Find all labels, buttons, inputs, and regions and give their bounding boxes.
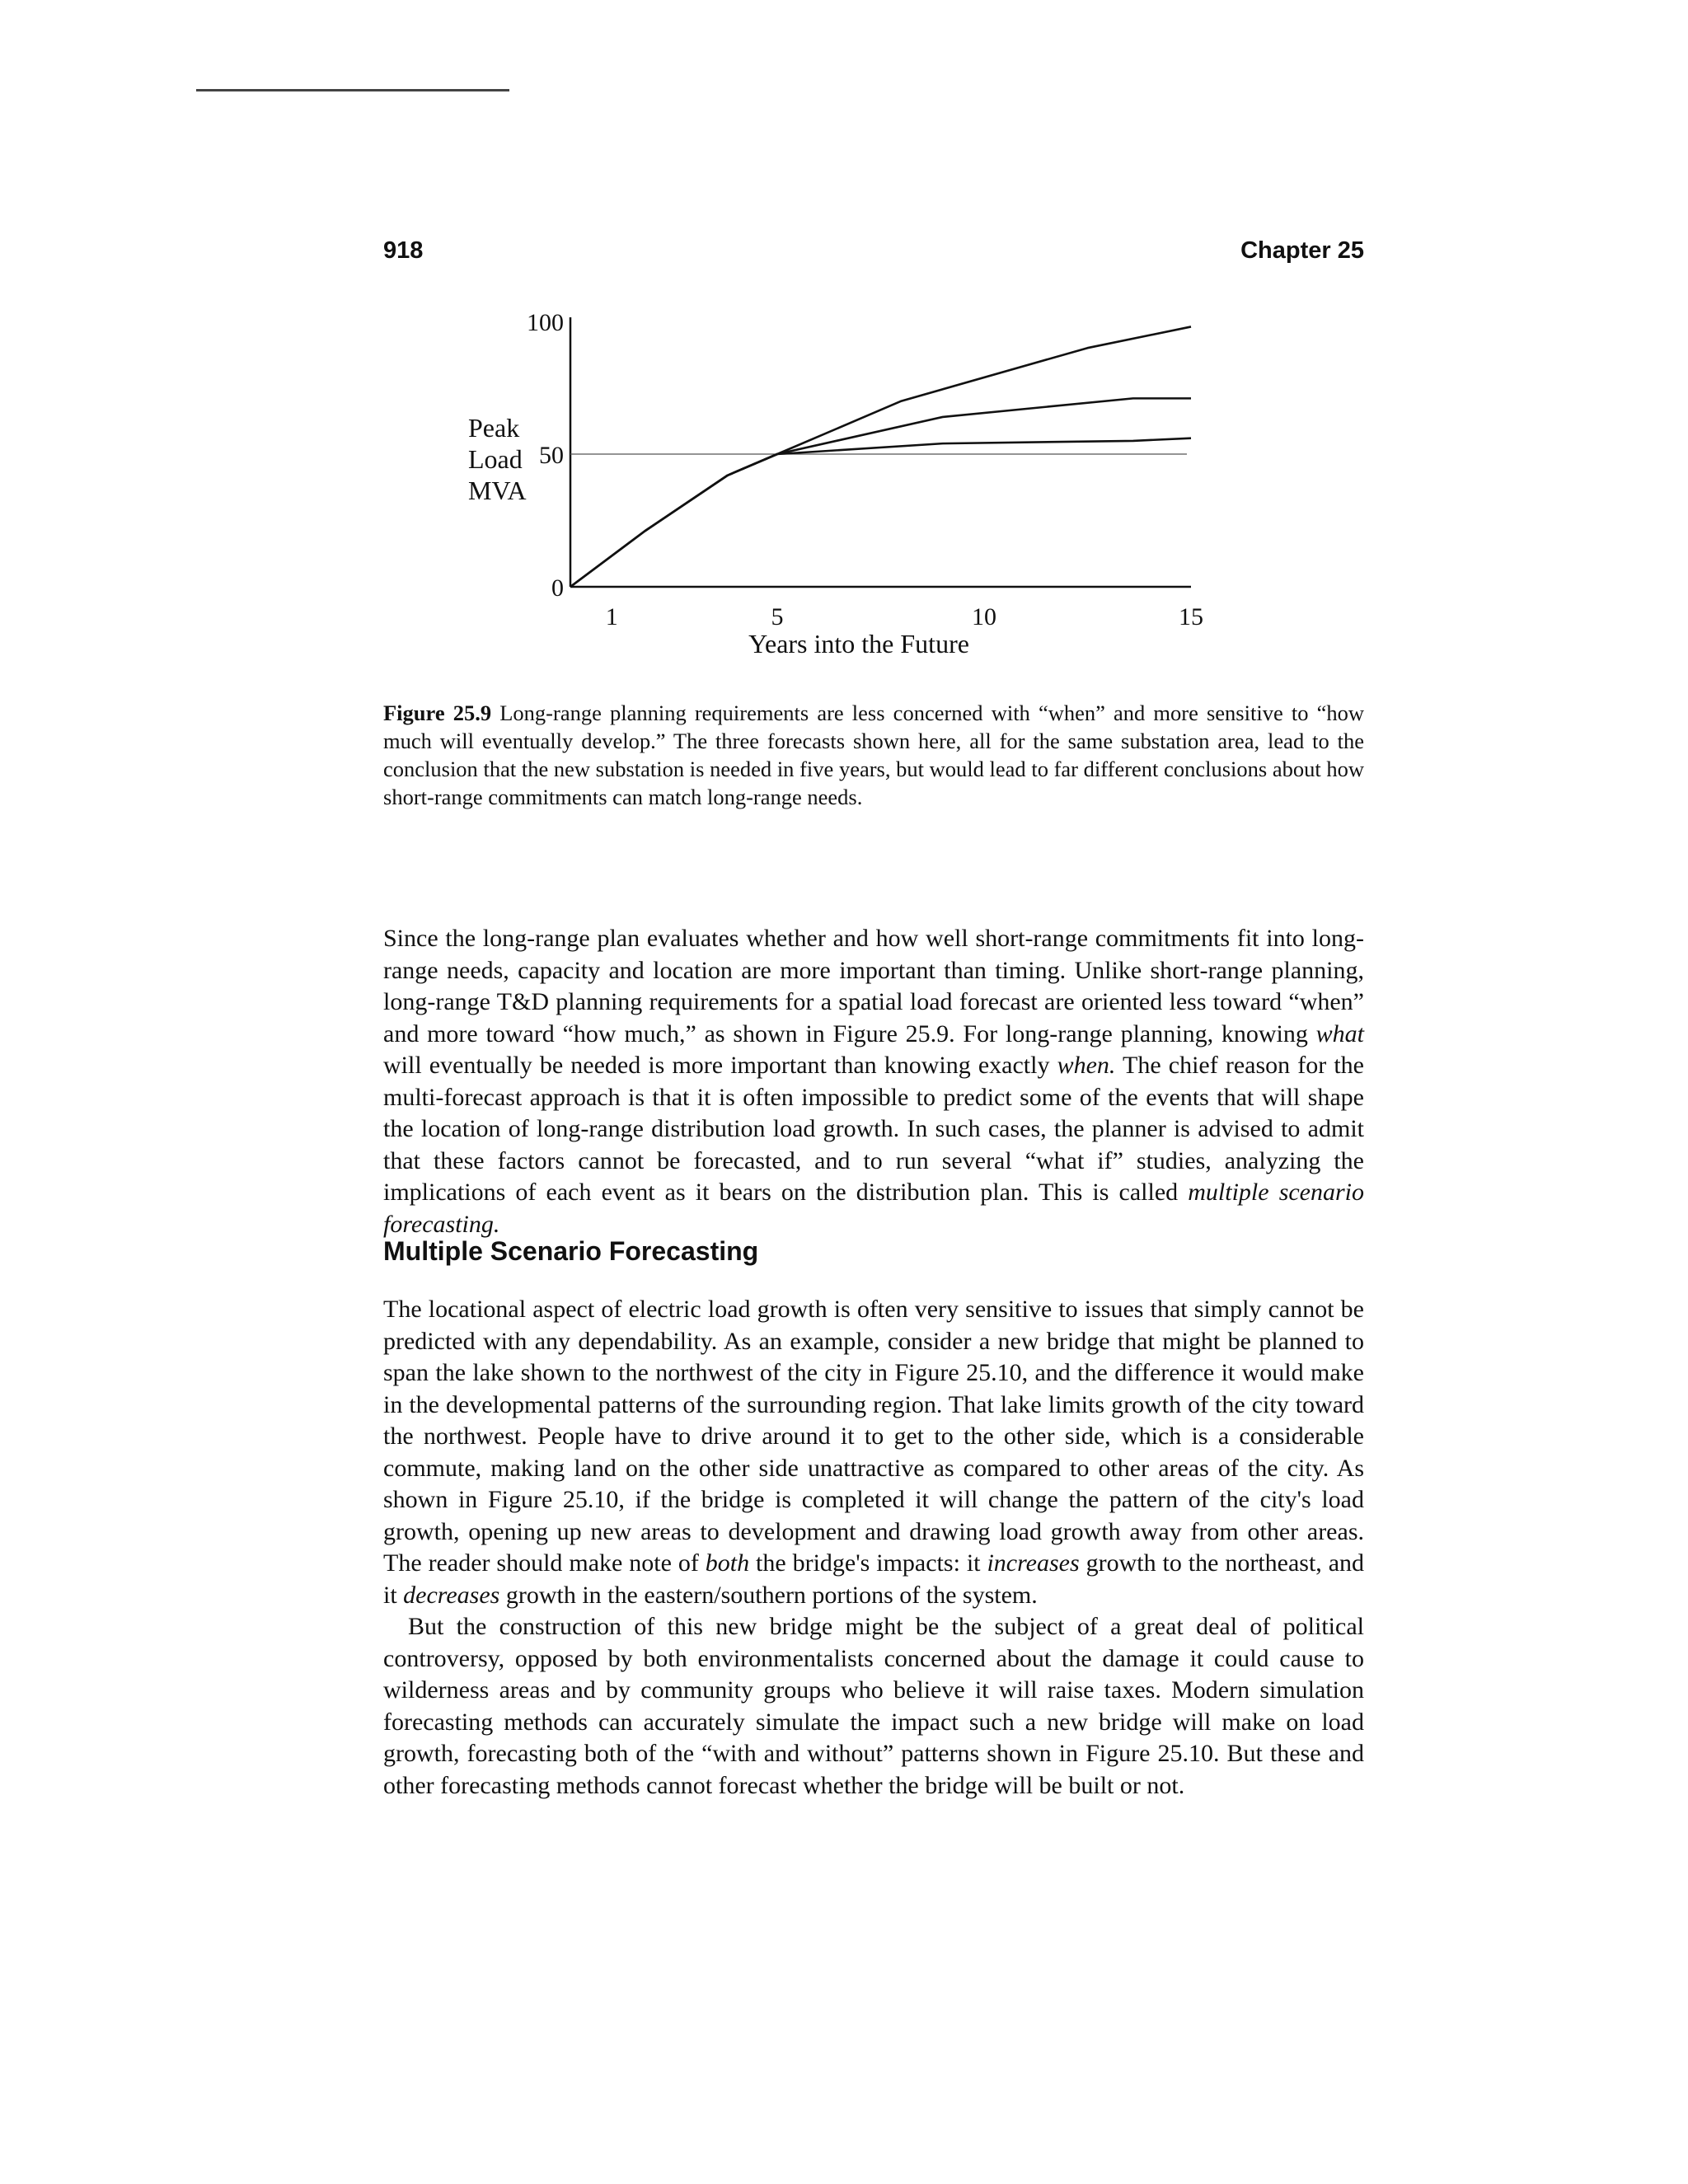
- paragraph-text: growth to the northeast, and it: [383, 1549, 1365, 1609]
- y-axis-label: [468, 413, 527, 505]
- y-tick-label: 100: [527, 309, 564, 336]
- emphasis-text: what: [1315, 1019, 1364, 1047]
- figure-caption-shown-text: [383, 699, 1364, 811]
- body-paragraph-1: [383, 923, 1364, 1240]
- y-label-line: Load: [468, 444, 523, 474]
- chapter-title: Chapter 25: [1240, 237, 1364, 264]
- x-tick-label: 1: [605, 603, 618, 630]
- forecast-line: [570, 438, 1191, 587]
- y-tick-labels: [527, 309, 564, 602]
- page-number: 918: [383, 237, 424, 264]
- paragraph-text: growth in the eastern/southern portions of the system.: [505, 1581, 1038, 1609]
- forecast-line: [570, 326, 1191, 587]
- emphasis-text: when.: [1057, 1052, 1116, 1079]
- emphasis-text: decreases: [403, 1581, 500, 1609]
- emphasis-text: multiple scenario forecasting.: [383, 1179, 1365, 1238]
- x-tick-label: 15: [1179, 603, 1203, 630]
- load-forecast-chart: [0, 0, 1688, 684]
- x-tick-label: 10: [972, 603, 996, 630]
- y-label-line: MVA: [468, 476, 527, 505]
- x-tick-label: 5: [771, 603, 784, 630]
- figure-caption-sentence: Long-range planning requirements are less concerned with “when” and more sensitive to “how much will eventually develop.” The three forecasts shown here, all for the same substation area, lead to the conclusion that the new substation is needed in five years, but would lead to far different conclusions about how short-range commitments can match long-range needs.: [383, 701, 1364, 809]
- forecast-series: [570, 326, 1191, 587]
- forecast-line: [570, 398, 1191, 587]
- paragraph-text: Since the long-range plan evaluates whether and how well short-range commitments fit into long-range needs, capacity and location are more important than timing. Unlike short-range planning, long-range T&D planning requirements for a spatial load forecast are oriented less toward “when” and more toward “how much,” as shown in Figure 25.9. For long-range planning, knowing: [383, 925, 1364, 1047]
- body-paragraph-2: [383, 1294, 1364, 1802]
- paragraph-text: The chief reason for the multi-forecast approach is that it is often impossible to predict some of the events that will shape the location of long-range distribution load growth. In such cases, the planner is advised to admit that these factors cannot be forecasted, and to run several “what if” studies, analyzing the implications of each event as it bears on the distribution plan. This is called: [383, 1052, 1364, 1206]
- chart-axes: [570, 317, 1191, 587]
- emphasis-text: increases: [987, 1549, 1080, 1577]
- x-tick-labels: [606, 603, 1203, 630]
- figure-label: Figure 25.9: [383, 701, 492, 725]
- emphasis-text: both: [705, 1549, 750, 1577]
- section-heading: Multiple Scenario Forecasting: [383, 1236, 759, 1266]
- y-label-line: Peak: [468, 413, 520, 443]
- paragraph-text: will eventually be needed is more important than knowing exactly: [383, 1052, 1050, 1079]
- paragraph-text: the bridge's impacts: it: [756, 1549, 981, 1577]
- x-axis-label: Years into the Future: [748, 629, 969, 658]
- paragraph-text: But the construction of this new bridge might be the subject of a great deal of political controversy, opposed by both environmentalists concerned about the damage it could cause to wilderness areas and by community groups who believe it will raise taxes. Modern simulation forecasting methods can accurately simulate the impact such a new bridge will make on load growth, forecasting both of the “with and without” patterns shown in Figure 25.10. But these and other forecasting methods cannot forecast whether the bridge will be built or not.: [383, 1613, 1364, 1799]
- y-tick-label: 50: [539, 442, 564, 469]
- paragraph-text: The locational aspect of electric load growth is often very sensitive to issues that simply cannot be predicted with any dependability. As an example, consider a new bridge that might be planned to span the lake shown to the northwest of the city in Figure 25.10, and the difference it would make in the developmental patterns of the surrounding region. That lake limits growth of the city toward the northwest. People have to drive around it to get to the other side, which is a considerable commute, making land on the other side unattractive as compared to other areas of the city. As shown in Figure 25.10, if the bridge is completed it will change the pattern of the city's load growth, opening up new areas to development and drawing load growth away from other areas. The reader should make note of: [383, 1296, 1364, 1577]
- y-tick-label: 0: [551, 574, 564, 602]
- body-paragraph-3: [383, 1611, 1364, 1802]
